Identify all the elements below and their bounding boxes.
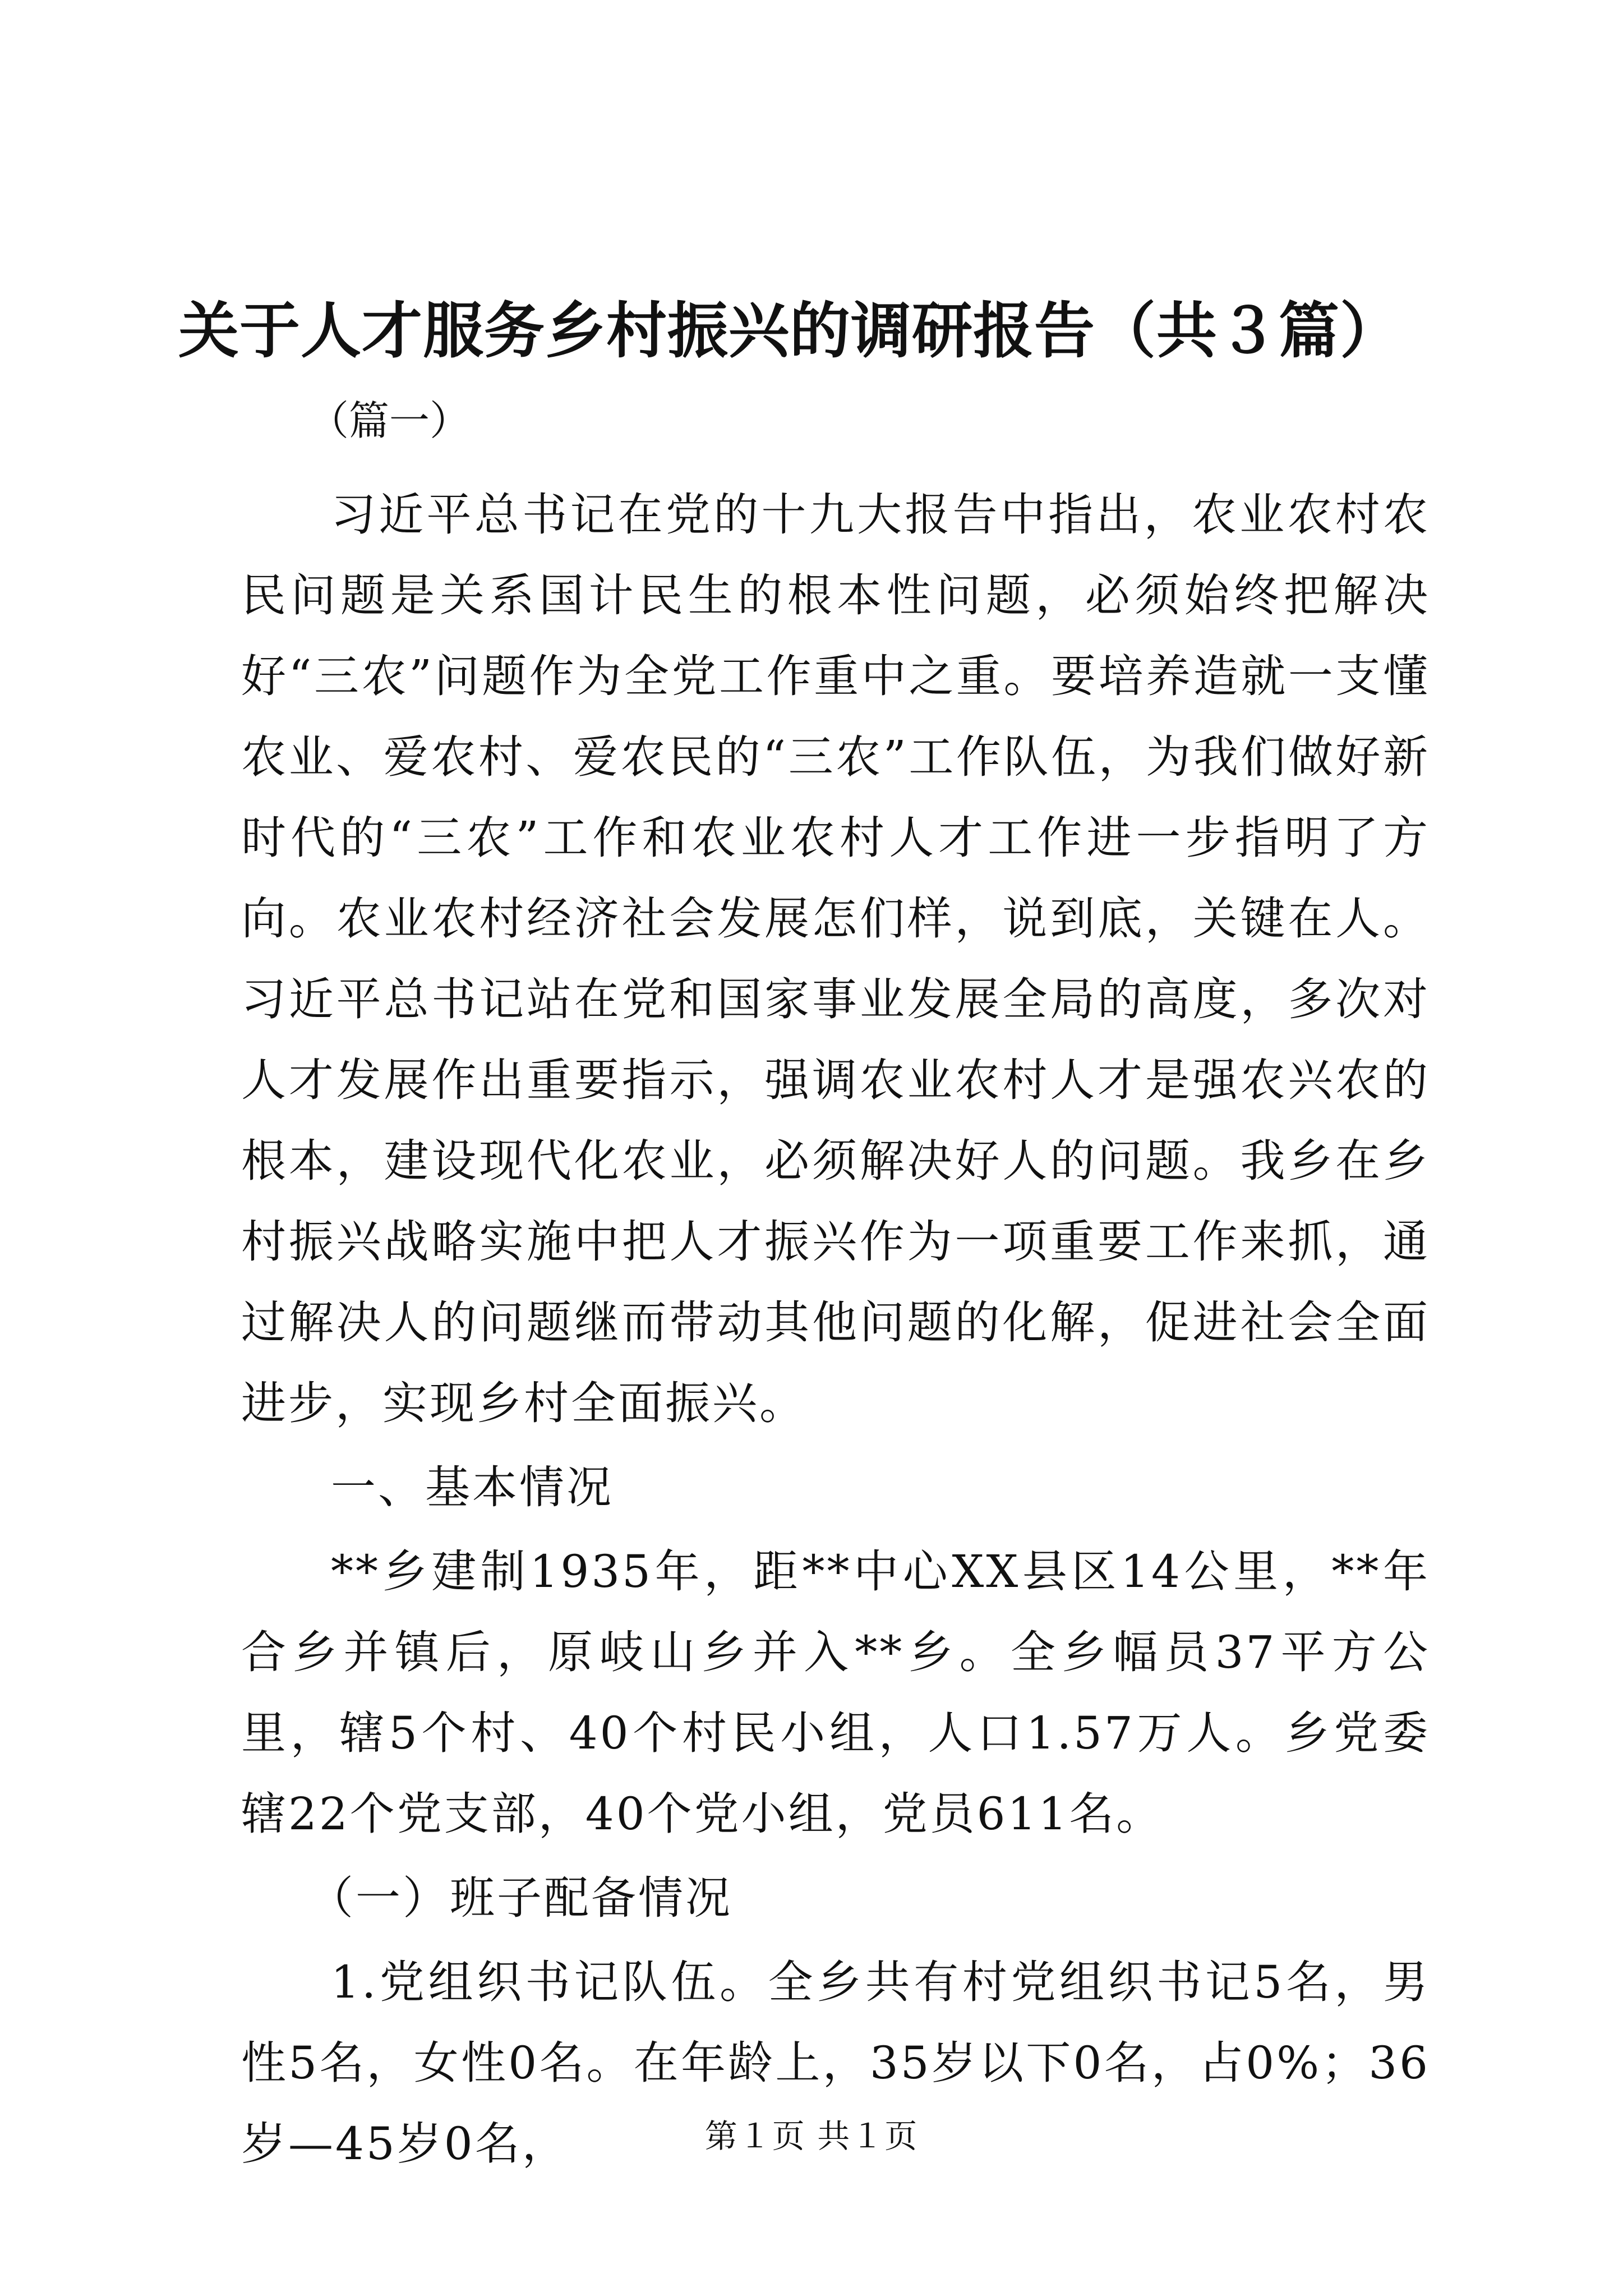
secretary-paragraph: 1.党组织书记队伍。全乡共有村党组织书记5名，男性5名，女性0名。在年龄上，35岁以下0名，占0%；36岁—45岁0名， — [241, 1956, 1430, 2170]
basic-info-paragraph: **乡建制1935年，距**中心XX县区14公里，**年合乡并镇后，原岐山乡并入**乡。全乡幅员37平方公里，辖5个村、40个村民小组，人口1.57万人。乡党委辖22个党支部，40个党小组，党员611名。 — [241, 1545, 1430, 1840]
section-heading-basic: 一、基本情况 — [331, 1461, 614, 1513]
part-label: （篇一） — [308, 397, 471, 444]
document-body — [241, 393, 1430, 2184]
document-title: 关于人才服务乡村振兴的调研报告（共３篇） — [178, 296, 1401, 366]
page-footer: 第１页 共１页 — [704, 2117, 919, 2155]
subsection-heading-team: （一）班子配备情况 — [308, 1872, 732, 1924]
intro-paragraph: 习近平总书记在党的十九大报告中指出，农业农村农民问题是关系国计民生的根本性问题，必须始终把解决好“三农”问题作为全党工作重中之重。要培养造就一支懂农业、爱农村、爱农民的“三农”工作队伍，为我们做好新时代的“三农”工作和农业农村人才工作进一步指明了方向。农业农村经济社会发展怎们样，说到底，关键在人。习近平总书记站在党和国家事业发展全局的高度，多次对人才发展作出重要指示，强调农业农村人才是强农兴农的根本，建设现代化农业，必须解决好人的问题。我乡在乡村振兴战略实施中把人才振兴作为一项重要工作来抓，通过解决人的问题继而带动其他问题的化解，促进社会全面进步，实现乡村全面振兴。 — [241, 489, 1430, 1429]
